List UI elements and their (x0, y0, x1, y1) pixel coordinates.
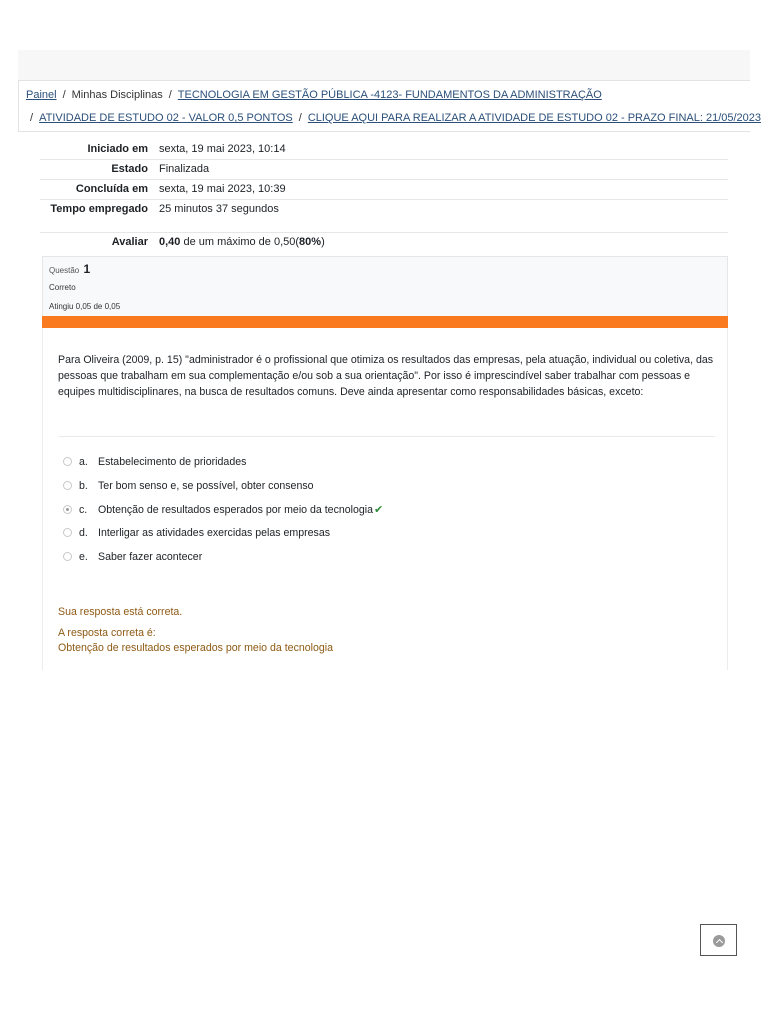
question-divider (59, 436, 715, 437)
breadcrumb-minhas-disciplinas: Minhas Disciplinas (71, 89, 163, 101)
answer-text: Interligar as atividades exercidas pelas empresas (98, 527, 331, 539)
answer-text: Saber fazer acontecer (98, 551, 203, 563)
question-label: Questão (49, 266, 80, 275)
radio-button[interactable] (63, 528, 72, 537)
question-number-value: 1 (83, 262, 91, 276)
feedback-right-answer: Obtenção de resultados esperados por meio da tecnologia (58, 642, 334, 654)
time-value: 25 minutos 37 segundos (159, 203, 279, 215)
summary-row-started (40, 140, 728, 160)
completed-label: Concluída em (75, 183, 148, 195)
started-label: Iniciado em (87, 143, 148, 155)
question-text: Para Oliveira (2009, p. 15) "administrador é o profissional que otimiza os resultados das empresas, pela atuação, individual ou coletiva, das pessoas que trabalham em sua complementação e/ou sob a sua orientação". Por isso é imprescindível saber trabalhar com pessoas e equipes multidisciplinares, na busca de resultados comuns. Deve ainda apresentar como responsabilidades básicas, exceto: (58, 354, 714, 398)
completed-value: sexta, 19 mai 2023, 10:39 (159, 183, 286, 195)
radio-button-selected[interactable] (63, 505, 72, 514)
feedback-correct: Sua resposta está correta. (58, 606, 183, 618)
answer-option-b[interactable] (63, 480, 314, 492)
started-value: sexta, 19 mai 2023, 10:14 (159, 143, 286, 155)
answer-letter: e. (79, 551, 88, 563)
grade-score: 0,40 (159, 236, 181, 248)
answer-option-a[interactable] (63, 456, 246, 468)
answer-letter: a. (79, 456, 88, 468)
summary-row-completed (40, 180, 728, 200)
breadcrumb-separator: / (62, 89, 66, 101)
breadcrumb-course-link[interactable]: TECNOLOGIA EM GESTÃO PÚBLICA -4123- FUNDAMENTOS DA ADMINISTRAÇÃO (177, 89, 602, 101)
summary-row-grade (40, 233, 728, 253)
question-accent-bar (42, 316, 728, 328)
state-value: Finalizada (159, 163, 210, 175)
breadcrumb-activity-link[interactable]: ATIVIDADE DE ESTUDO 02 - VALOR 0,5 PONTOS (39, 112, 293, 124)
question-number (49, 262, 90, 276)
answer-letter: c. (79, 504, 88, 516)
question-state: Correto (49, 283, 76, 292)
breadcrumb (18, 80, 762, 132)
answer-letter: d. (79, 527, 88, 539)
question-info-box (42, 256, 728, 316)
back-to-top-button[interactable] (700, 924, 737, 956)
breadcrumb-painel-link[interactable]: Painel (26, 89, 57, 101)
breadcrumb-line-2 (30, 112, 761, 124)
radio-button[interactable] (63, 552, 72, 561)
breadcrumb-separator: / (168, 89, 172, 101)
answer-option-c[interactable] (63, 503, 383, 516)
grade-mid-text: de um máximo de 0,50( (180, 236, 300, 248)
breadcrumb-attempt-link[interactable]: CLIQUE AQUI PARA REALIZAR A ATIVIDADE DE ESTUDO 02 - PRAZO FINAL: 21/05/2023 (307, 112, 762, 124)
radio-button[interactable] (63, 457, 72, 466)
question-body (42, 328, 728, 670)
breadcrumb-separator: / (298, 112, 302, 124)
answer-text: Ter bom senso e, se possível, obter consenso (98, 480, 314, 492)
radio-button[interactable] (63, 481, 72, 490)
grade-label: Avaliar (111, 236, 148, 248)
feedback-right-answer-label: A resposta correta é: (58, 627, 156, 639)
answer-text: Estabelecimento de prioridades (98, 456, 247, 468)
summary-row-state (40, 160, 728, 180)
answer-option-d[interactable] (63, 527, 330, 539)
check-icon: ✔ (374, 504, 384, 516)
breadcrumb-line-1 (26, 89, 602, 101)
grade-percent: 80% (299, 236, 322, 248)
breadcrumb-separator: / (30, 112, 34, 124)
answer-option-e[interactable] (63, 551, 202, 563)
top-strip (18, 50, 750, 80)
answer-letter: b. (79, 480, 88, 492)
grade-end-text: ) (321, 236, 325, 248)
question-grade: Atingiu 0,05 de 0,05 (49, 302, 121, 311)
arrow-up-circle-icon (713, 935, 725, 947)
state-label: Estado (111, 163, 148, 175)
answer-text: Obtenção de resultados esperados por meio da tecnologia (98, 504, 374, 516)
attempt-summary-table (40, 140, 728, 252)
grade-value (157, 233, 728, 253)
time-label: Tempo empregado (50, 203, 148, 215)
summary-row-time (40, 200, 728, 233)
